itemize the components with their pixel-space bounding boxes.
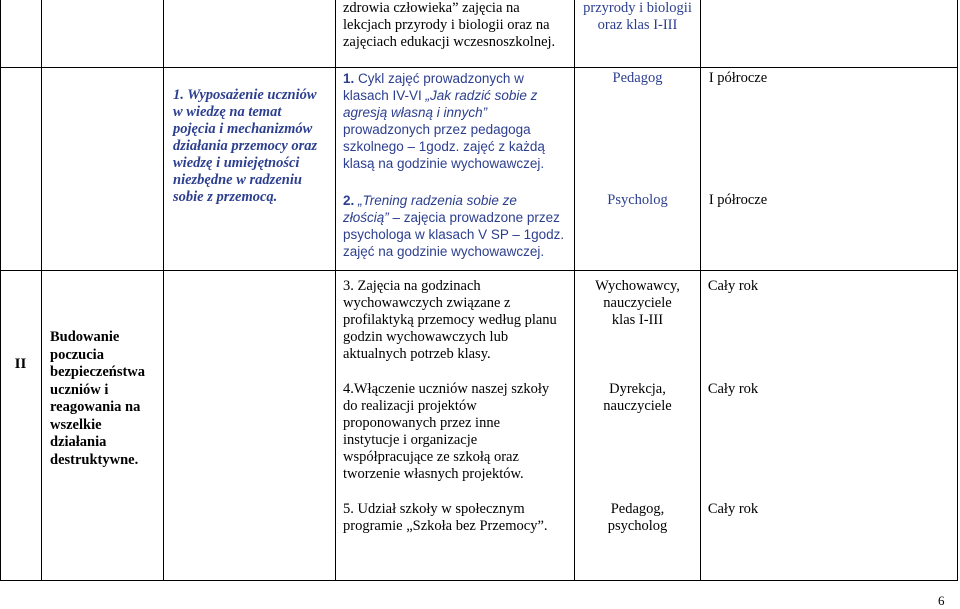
task-number: 1. bbox=[343, 71, 355, 86]
text-line: uczniów i bbox=[50, 381, 109, 398]
text-line: bezpieczeństwa bbox=[50, 364, 146, 380]
page-number: 6 bbox=[938, 593, 945, 608]
text-line: w wiedzę na temat bbox=[173, 104, 282, 120]
text-line: poczucia bbox=[50, 346, 104, 363]
text-line bbox=[343, 209, 573, 226]
task-text: klasach IV-VI bbox=[343, 88, 426, 103]
text-line: reagowania na bbox=[50, 399, 141, 415]
text-line: nauczyciele bbox=[603, 398, 672, 414]
text-line bbox=[343, 192, 573, 209]
responsible-psycholog: Psycholog bbox=[607, 192, 668, 208]
text-line: destruktywne. bbox=[50, 451, 139, 468]
time-first-half: I półrocze bbox=[708, 70, 768, 86]
text-line: Budowanie bbox=[50, 329, 120, 345]
time-first-half: I półrocze bbox=[708, 192, 768, 208]
text-line: tworzenie własnych projektów. bbox=[343, 466, 524, 482]
text-line: instytucje i organizacje bbox=[343, 432, 478, 448]
text-line: klas I-III bbox=[611, 312, 664, 328]
text-line bbox=[343, 87, 573, 104]
text-line: proponowanych przez inne bbox=[343, 415, 501, 431]
table-border bbox=[0, 580, 958, 581]
text-line: klasą na godzinie wychowawczej. bbox=[343, 156, 545, 171]
table-border bbox=[163, 0, 164, 581]
table-border bbox=[41, 0, 42, 581]
task-number: 2. bbox=[343, 193, 355, 208]
text-line: wszelkie bbox=[50, 416, 102, 433]
table-border bbox=[957, 0, 958, 581]
table-border bbox=[0, 67, 958, 68]
text-line: 3. Zajęcia na godzinach bbox=[343, 278, 481, 294]
text-line bbox=[173, 87, 333, 104]
task3-cell bbox=[343, 278, 573, 363]
text-line bbox=[343, 70, 573, 87]
text-line: aktualnych potrzeb klasy. bbox=[343, 346, 491, 362]
goal-number: 1. bbox=[173, 87, 184, 103]
text-line: psychologa w klasach V SP – 1godz. bbox=[343, 227, 565, 242]
text-line: współpracujące ze szkołą oraz bbox=[343, 449, 519, 465]
table-border bbox=[335, 0, 336, 581]
text-line: niezbędne w radzeniu bbox=[173, 172, 302, 188]
text-line: 4.Włączenie uczniów naszej szkoły bbox=[343, 381, 550, 397]
task-text: Cykl zajęć prowadzonych w bbox=[358, 71, 524, 86]
text-line: programie „Szkoła bez Przemocy”. bbox=[343, 518, 548, 534]
row0-task-cell bbox=[343, 0, 568, 51]
text-line: oraz klas I-III bbox=[597, 17, 678, 33]
responsible-wychowawcy bbox=[575, 278, 700, 329]
text-line: działania bbox=[50, 434, 107, 450]
task5-cell bbox=[343, 501, 573, 535]
text-line: zdrowia człowieka” zajęcia na bbox=[343, 0, 520, 16]
area-cell bbox=[50, 329, 162, 469]
text-line: wiedzę i umiejętności bbox=[173, 155, 300, 171]
text-line: działania przemocy oraz bbox=[173, 138, 318, 154]
text-line: profilaktyką przemocy według planu bbox=[343, 312, 557, 328]
text-line: zajęć na godzinie wychowawczej. bbox=[343, 244, 545, 259]
text-line: wychowawczych związane z bbox=[343, 295, 511, 311]
task-title: złością” bbox=[343, 210, 389, 225]
task-text: – zajęcia prowadzone przez bbox=[388, 210, 560, 225]
table-border bbox=[0, 270, 958, 271]
text-line: przyrody i biologii bbox=[583, 0, 692, 16]
responsible-dyrekcja bbox=[575, 381, 700, 415]
row-number: II bbox=[14, 356, 27, 372]
goal-cell bbox=[173, 87, 333, 206]
table-border bbox=[0, 0, 1, 581]
time-whole-year: Cały rok bbox=[707, 501, 759, 517]
responsible-pedagog-psycholog bbox=[575, 501, 700, 535]
task-title: „Trening radzenia sobie ze bbox=[358, 193, 517, 208]
time-whole-year: Cały rok bbox=[707, 381, 759, 397]
text-line: 5. Udział szkoły w społecznym bbox=[343, 501, 525, 517]
task-title: „Jak radzić sobie z bbox=[425, 88, 538, 103]
text-line: Wychowawcy, bbox=[595, 278, 680, 294]
text-line: godzin wychowawczych lub bbox=[343, 329, 509, 345]
goal-text: Wyposażenie uczniów bbox=[187, 87, 317, 103]
text-line: agresją własną i innych” bbox=[343, 105, 488, 120]
text-line: sobie z przemocą. bbox=[173, 189, 278, 205]
text-line: Dyrekcja, bbox=[609, 381, 666, 397]
text-line: nauczyciele bbox=[603, 295, 672, 311]
task4-cell bbox=[343, 381, 573, 483]
text-line: do realizacji projektów bbox=[343, 398, 477, 414]
text-line: Pedagog, bbox=[610, 501, 665, 517]
responsible-pedagog: Pedagog bbox=[612, 70, 663, 86]
text-line: psycholog bbox=[607, 518, 668, 534]
text-line: lekcjach przyrody i biologii oraz na bbox=[343, 17, 550, 33]
task2-cell bbox=[343, 192, 573, 260]
time-whole-year: Cały rok bbox=[707, 278, 759, 294]
row0-responsible-cell bbox=[575, 0, 700, 34]
text-line: prowadzonych przez pedagoga bbox=[343, 122, 531, 137]
text-line: pojęcia i mechanizmów bbox=[173, 121, 313, 137]
text-line: zajęciach edukacji wczesnoszkolnej. bbox=[343, 34, 556, 50]
task1-cell bbox=[343, 70, 573, 172]
text-line: szkolnego – 1godz. zajęć z każdą bbox=[343, 139, 545, 154]
